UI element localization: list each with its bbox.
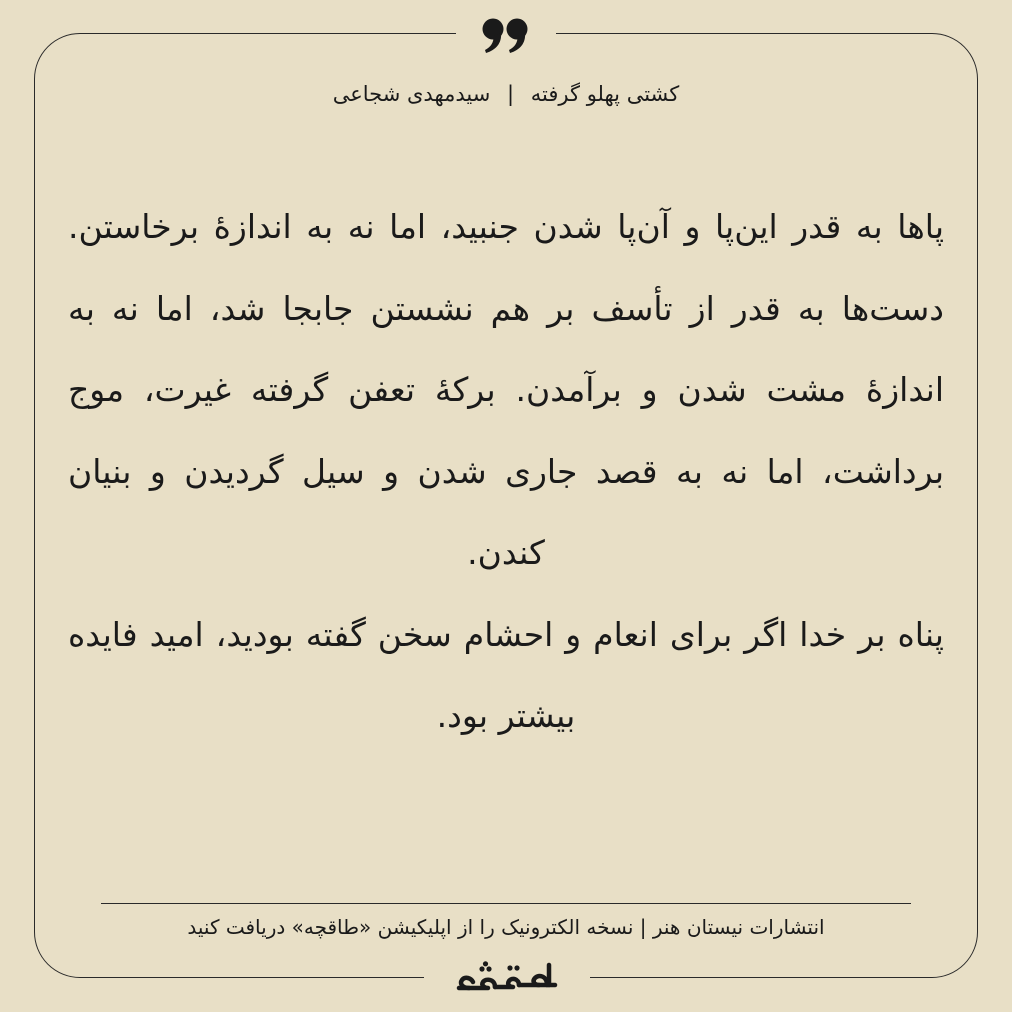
quote-paragraph: پاها به قدر این‌پا و آن‌پا شدن جنبید، اما نه به اندازهٔ برخاستن. دست‌ها به قدر از تأسف بر هم نشستن جابجا شد، اما نه به اندازهٔ مشت شدن و برآمدن. برکهٔ تعفن گرفته غیرت، موج برداشت، اما نه به قصد جاری شدن و سیل گردیدن و بنیان کندن. [68,207,944,572]
footer-divider [101,903,911,904]
footer-text: انتشارات نیستان هنر | نسخه الکترونیک را از اپلیکیشن «طاقچه» دریافت کنید [187,915,825,939]
book-header [200,78,812,110]
quote-text [68,186,944,757]
quote-paragraph: پناه بر خدا اگر برای انعام و احشام سخن گفته بودید، امید فایده بیشتر بود. [68,614,944,735]
author-name: سیدمهدی شجاعی [332,82,491,106]
book-title: کشتی پهلو گرفته [530,82,680,106]
taaghche-logo [424,955,590,999]
quote-mark-icon [456,14,556,58]
header-separator: | [507,82,515,106]
